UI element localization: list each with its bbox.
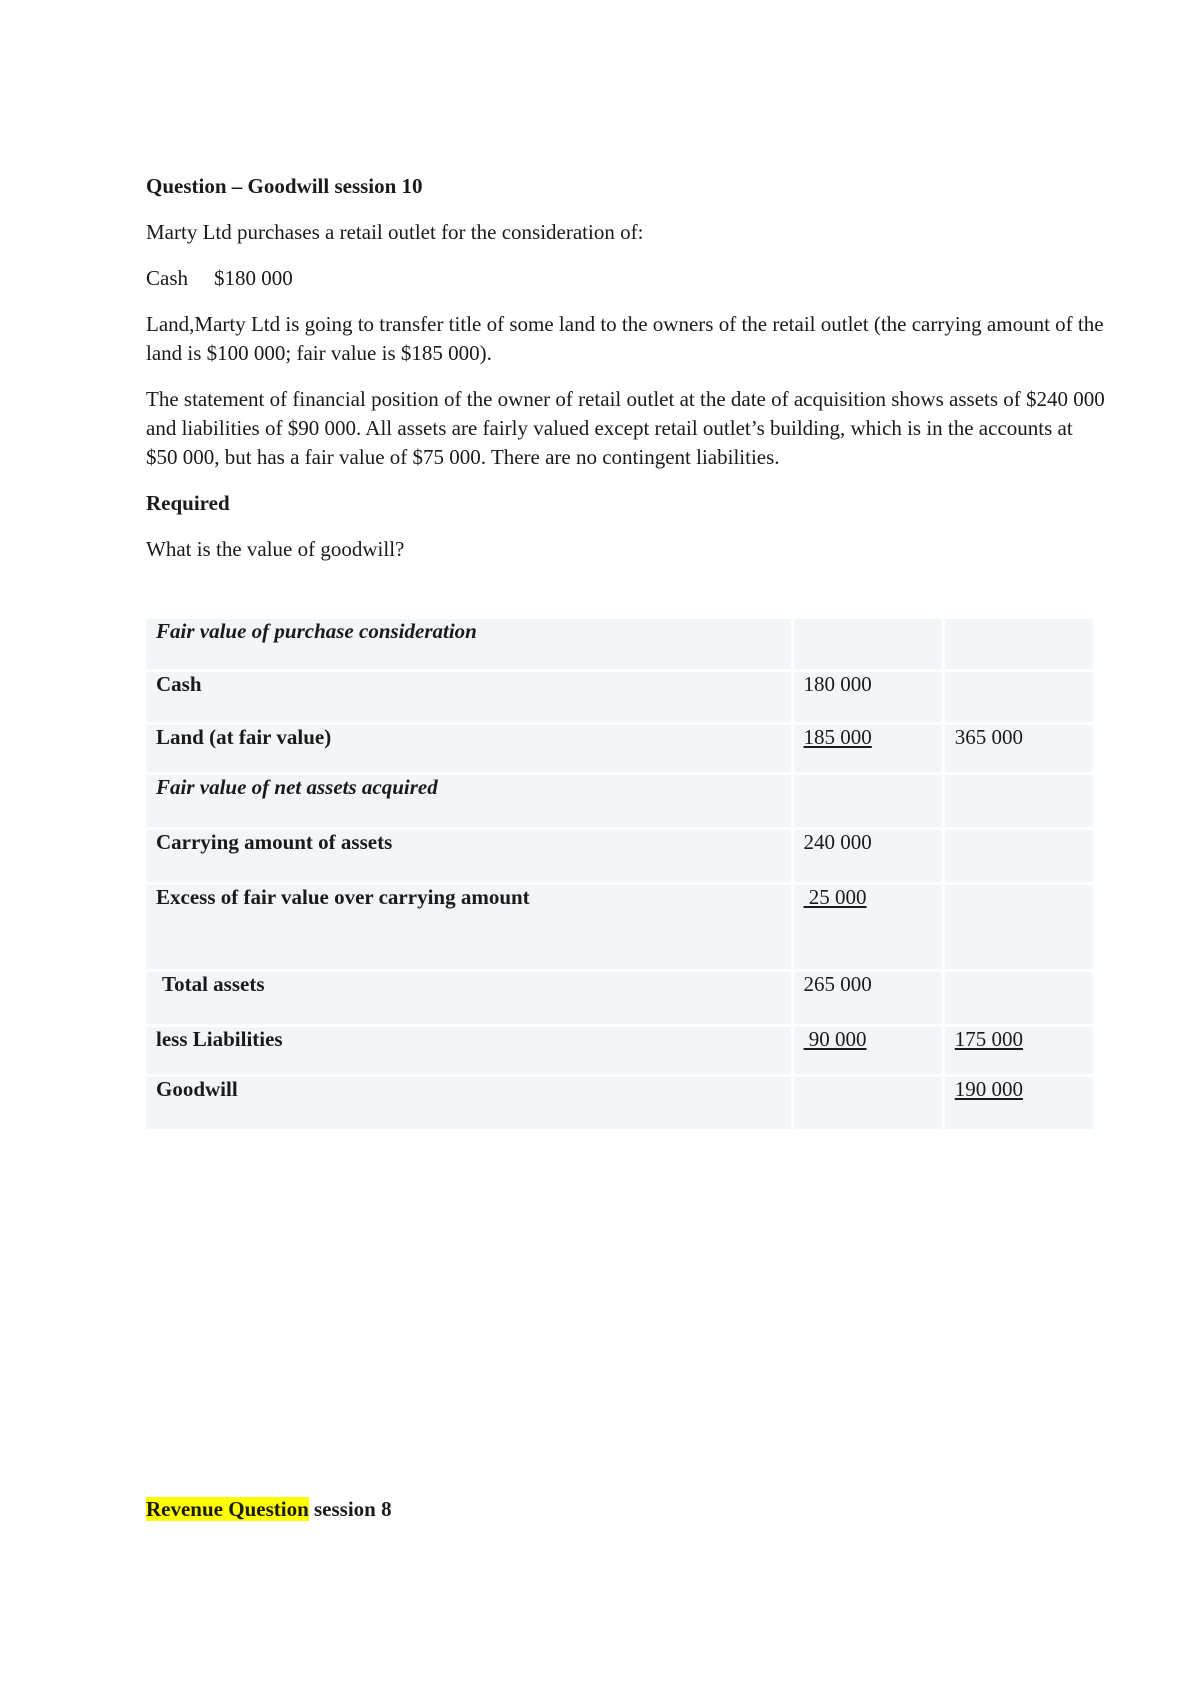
table-cell-total: 175 000 — [954, 1027, 1023, 1051]
table-cell-amount: 180 000 — [794, 672, 945, 725]
required-question: What is the value of goodwill? — [146, 537, 405, 561]
table-cell-total: 190 000 — [954, 1077, 1023, 1101]
cash-line — [146, 264, 1106, 293]
statement-paragraph: The statement of financial position of the owner of retail outlet at the date of acquisition shows assets of $240 000 and liabilities of $90 000. All assets are fairly valued except retail outlet’s building, which is in the accounts at $50 000, but has a fair value of $75 000. There are no contingent liabilities. — [146, 387, 1105, 469]
table-row — [146, 725, 1096, 775]
revenue-heading — [146, 1497, 392, 1522]
table-cell-label: Goodwill — [146, 1077, 794, 1132]
table-cell-total — [945, 619, 1096, 672]
table-cell-label: Fair value of net assets acquired — [146, 775, 794, 830]
table-cell-amount — [794, 775, 945, 830]
table-cell-total: 365 000 — [945, 725, 1096, 775]
table-cell-label: Fair value of purchase consideration — [146, 619, 794, 672]
table-cell-total — [945, 775, 1096, 830]
table-row — [146, 672, 1096, 725]
revenue-highlight: Revenue Question — [146, 1497, 309, 1521]
table-row — [146, 1077, 1096, 1132]
goodwill-table — [146, 619, 1096, 1132]
required-heading: Required — [146, 491, 230, 515]
table-row — [146, 972, 1096, 1027]
land-paragraph: Land,Marty Ltd is going to transfer title of some land to the owners of the retail outlet (the carrying amount of the land is $100 000; fair value is $185 000). — [146, 312, 1104, 365]
table-cell-amount: 25 000 — [803, 885, 867, 909]
table-cell-total — [945, 672, 1096, 725]
table-cell-label: Cash — [146, 672, 794, 725]
table-cell-total — [945, 972, 1096, 1027]
table-cell-label: less Liabilities — [146, 1027, 794, 1077]
table-cell-amount: 185 000 — [803, 725, 872, 749]
table-cell-amount: 90 000 — [803, 1027, 867, 1051]
table-row — [146, 619, 1096, 672]
table-cell-label: Excess of fair value over carrying amount — [146, 885, 794, 972]
table-row — [146, 885, 1096, 972]
question-title: Question – Goodwill session 10 — [146, 174, 423, 198]
table-cell-label: Total assets — [162, 972, 265, 996]
table-row — [146, 775, 1096, 830]
table-cell-total — [945, 830, 1096, 885]
cash-label: Cash — [146, 266, 188, 290]
table-row — [146, 1027, 1096, 1077]
table-cell-amount — [794, 619, 945, 672]
table-cell-label: Land (at fair value) — [146, 725, 794, 775]
revenue-rest: session 8 — [308, 1497, 392, 1521]
table-cell-label: Carrying amount of assets — [146, 830, 794, 885]
question-intro: Marty Ltd purchases a retail outlet for the consideration of: — [146, 220, 644, 244]
table-cell-amount: 265 000 — [794, 972, 945, 1027]
question-section — [146, 172, 1106, 581]
cash-amount: $180 000 — [214, 266, 293, 290]
table-cell-amount: 240 000 — [794, 830, 945, 885]
table-cell-total — [945, 885, 1096, 972]
table-row — [146, 830, 1096, 885]
table-cell-amount — [794, 1077, 945, 1132]
